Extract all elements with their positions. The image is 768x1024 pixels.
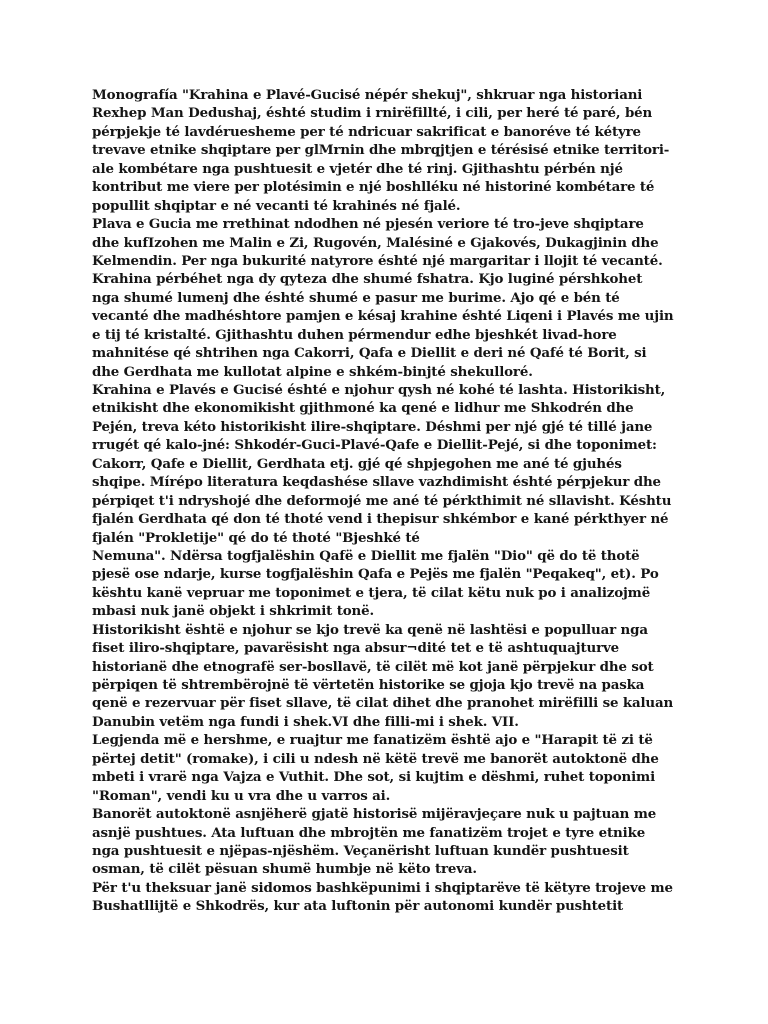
text-line: trevave etnike shqiptare per glMrnin dhe mbrqjtjen e térésisé etnike territori- [92, 142, 670, 159]
text-line: nga pushtuesit e njëpas-njëshëm. Veçanërisht luftuan kundër pushtuesit [92, 842, 629, 859]
text-line: përtej detit" (romake), i cili u ndesh në këtë trevë me banorët autoktonë dhe [92, 750, 659, 767]
text-line: Danubin vetëm nga fundi i shek.VI dhe filli-mi i shek. VII. [92, 713, 519, 730]
text-line: Cakorr, Qafe e Diellit, Gerdhata etj. gjé qé shpjegohen me ané té gjuhés [92, 455, 622, 472]
text-line: asnjë pushtues. Ata luftuan dhe mbrojtën me fanatizëm trojet e tyre etnike [92, 824, 646, 841]
text-line: Monografía "Krahina e Plavé-Gucisé népér shekuj", shkruar nga historiani [92, 87, 643, 103]
text-line: Kelmendin. Per nga bukurité natyrore éshté njé margaritar i llojit té vecanté. [92, 252, 663, 269]
text-line: mbasi nuk janë objekt i shkrimit tonë. [92, 603, 375, 620]
text-line: shqipe. Mírépo literatura keqdashése sllave vazhdimisht éshté pérpjekur dhe [92, 474, 661, 491]
text-line: popullit shqiptar e né vecanti té krahinés né fjalé. [92, 197, 461, 214]
text-line: rrugét qé kalo-jné: Shkodér-Guci-Plavé-Qafe e Diellit-Pejé, si dhe toponimet: [92, 437, 657, 454]
text-line: kontribut me viere per plotésimin e njé boshlléku né historiné kombétare té [92, 179, 655, 196]
text-line: fjalén Gerdhata qé don té thoté vend i thepisur shkémbor e kané pérkthyer né [92, 511, 669, 528]
text-line: dhe Gerdhata me kullotat alpine e shkém-binjté shekulloré. [92, 363, 533, 380]
text-line: e tij té kristalté. Gjithashtu duhen pérmendur edhe bjeshkét livad-hore [92, 326, 617, 343]
text-line: nga shumé lumenj dhe éshté shumé e pasur me burime. Ajo qé e bén té [92, 289, 620, 306]
text-line: vecanté dhe madhéshtore pamjen e késaj krahine éshté Liqeni i Plavés me ujin [92, 308, 674, 325]
text-line: Bushatllijtë e Shkodrës, kur ata luftonin për autonomi kundër pushtetit [92, 898, 624, 915]
text-line: pérpiqet t'i ndryshojé dhe deformojé me ané té pérkthimit né sllavisht. Késhtu [92, 492, 672, 509]
text-line: pérpjekje té lavdéruesheme per té ndricuar sakrificat e banoréve té kétyre [92, 123, 641, 140]
text-line: mahnitése qé shtrihen nga Cakorri, Qafa e Diellit e deri né Qafé té Borit, si [92, 345, 647, 362]
text-line: dhe kufIzohen me Malin e Zi, Rugovén, Malésiné e Gjakovés, Dukagjinin dhe [92, 234, 659, 251]
text-line: Pején, treva kéto historikisht ilire-shqiptare. Déshmi per njé gjé té tillé jane [92, 418, 653, 435]
text-line: etnikisht dhe ekonomikisht gjithmoné ka qené e lidhur me Shkodrén dhe [92, 400, 634, 417]
text-line: Krahina pérbéhet nga dy qyteza dhe shumé fshatra. Kjo luginé pérshkohet [92, 271, 643, 288]
text-line: mbeti i vrarë nga Vajza e Vuthit. Dhe sot, si kujtim e dëshmi, ruhet toponimi [92, 769, 656, 786]
text-line: Plava e Gucia me rrethinat ndodhen né pjesén veriore té tro-jeve shqiptare [92, 216, 644, 233]
text-line: Për t'u theksuar janë sidomos bashkëpunimi i shqiptarëve të këtyre trojeve me [92, 879, 673, 896]
text-line: Krahina e Plavés e Gucisé éshté e njohur qysh né kohé té lashta. Historikisht, [92, 382, 666, 398]
text-line: osman, të cilët pësuan shumë humbje në këto treva. [92, 861, 477, 878]
text-line: Historikisht është e njohur se kjo trevë ka qenë në lashtësi e populluar nga [92, 621, 648, 638]
text-line: Rexhep Man Dedushaj, éshté studim i rnirëfillté, i cili, per heré té paré, bén [92, 105, 653, 122]
text-line: fjalén "Prokletije" qé do té thoté "Bjeshké té [92, 529, 420, 546]
text-line: Banorët autoktonë asnjëherë gjatë historisë mijëravjeçare nuk u pajtuan me [92, 806, 657, 823]
text-line: Legjenda më e hershme, e ruajtur me fanatizëm është ajo e "Harapit të zi të [92, 732, 653, 749]
text-line: përpiqen të shtrembërojnë të vërtetën historike se gjoja kjo trevë na paska [92, 677, 645, 693]
text-line: historianë dhe etnografë ser-bosllavë, të cilët më kot janë përpjekur dhe sot [92, 658, 654, 675]
text-line: fiset iliro-shqiptare, pavarësisht nga absur¬dité tet e të ashtuquajturve [92, 640, 619, 657]
text-line: Nemuna". Ndërsa togfjalëshin Qafë e Diellit me fjalën "Dio" që do të thotë [92, 547, 640, 564]
document-page [92, 86, 684, 916]
text-line: "Roman", vendi ku u vra dhe u varros ai. [92, 787, 391, 804]
text-line: ale kombétare nga pushtuesit e vjetér dhe té rinj. Gjithashtu pérbén njé [92, 160, 623, 177]
text-line: kështu kanë vepruar me toponimet e tjera, të cilat këtu nuk po i analizojmë [92, 584, 651, 601]
text-line: pjesë ose ndarje, kurse togfjalëshin Qafa e Pejës me fjalën "Peqakeq", et). Po [92, 566, 659, 583]
text-line: qenë e rezervuar për fiset sllave, të cilat dihet dhe pranohet mirëfilli se kaluan [92, 695, 674, 712]
